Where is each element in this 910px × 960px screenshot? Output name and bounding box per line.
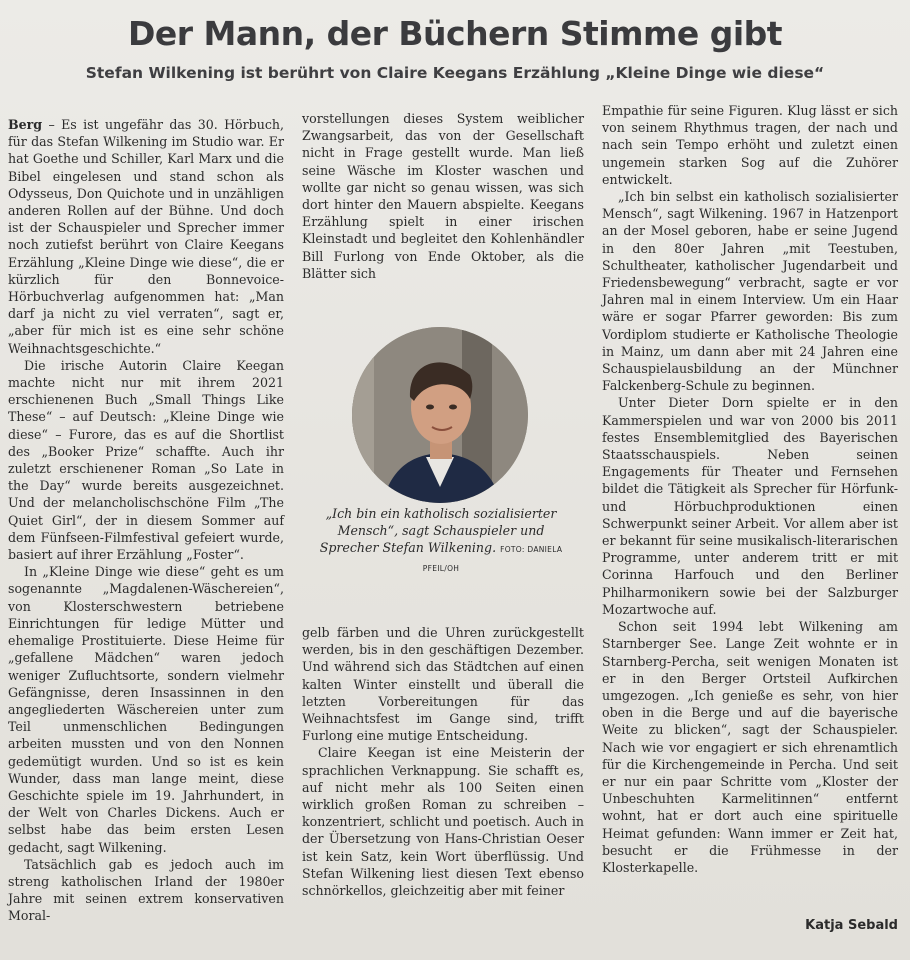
portrait-photo	[352, 327, 528, 503]
article-paragraph	[8, 116, 284, 357]
article-paragraph: Unter Dieter Dorn spielte er in den Kammerspielen und war von 2000 bis 2011 festes Ensemblemitglied des Bayerischen Staatsschauspiels. Neben seinen Engagements für Theater und Fernsehen bildet die Tätigkeit als Sprecher für Hörfunk- und Hörbuchproduktionen einen Schwerpunkt seiner Arbeit. Vor allem aber ist er bekannt für seine musikalisch-literarischen Programme, unter anderem tritt er mit Corinna Harfouch und den Berliner Philharmonikern sowie bei der Salzburger Mozartwoche auf.	[602, 395, 898, 617]
article-paragraph: In „Kleine Dinge wie diese“ geht es um sogenannte „Magdalenen-Wäschereien“, von Klosterschwestern betriebene Einrichtungen für ledige Mütter und ehemalige Prostituierte. Diese Heime für „gefallene Mädchen“ waren jedoch weniger Zufluchtsorte, sondern vielmehr Gefängnisse, deren Insassinnen in den angegliederten Wäschereien unter zum Teil unmenschlichen Bedingungen arbeiten mussten und von den Nonnen gedemütigt wurden. Und so ist es kein Wunder, dass man lange meint, diese Geschichte spiele im 19. Jahrhundert, in der Welt von Charles Dickens. Auch er selbst habe das beim ersten Lesen gedacht, sagt Wilkening.	[8, 564, 284, 855]
headline: Der Mann, der Büchern Stimme gibt	[127, 14, 783, 53]
article-paragraph: Claire Keegan ist eine Meisterin der sprachlichen Verknappung. Sie schafft es, auf nicht mehr als 100 Seiten einen wirklich großen Roman zu schreiben – konzentriert, schlicht und poetisch. Auch in der Übersetzung von Hans-Christian Oeser ist kein Satz, kein Wort überflüssig. Und Stefan Wilkening liest diesen Text ebenso schnörkellos, gleichzeitig aber mit feiner	[302, 745, 584, 899]
dateline: Berg	[8, 117, 43, 132]
author-byline: Katja Sebald	[805, 918, 898, 933]
article-paragraph: Die irische Autorin Claire Keegan machte nicht nur mit ihrem 2021 erschienenen Buch „Small Things Like These“ – auf Deutsch: „Kleine Dinge wie diese“ – Furore, das es auf die Shortlist des „Booker Prize“ schaffte. Auch ihr zuletzt erschienener Roman „So Late in the Day“ wurde bereits ausgezeichnet. Und der melancholischschöne Film „The Quiet Girl“, der in diesem Sommer auf dem Fünfseen-Filmfestival gefeiert wurde, basiert auf ihrer Erzählung „Foster“.	[8, 357, 284, 563]
article-column-2-top	[302, 110, 584, 282]
photo-credit: FOTO: DANIELA PFEIL/OH	[422, 545, 563, 573]
caption-text: „Ich bin ein katholisch sozialisierter Mensch“, sagt Schauspieler und Sprecher Stefan Wilkening.	[319, 506, 557, 555]
article-paragraph: Tatsächlich gab es jedoch auch im streng katholischen Irland der 1980er Jahre mit seinen extrem konservativen Moral-	[8, 856, 284, 924]
article-paragraph: Empathie für seine Figuren. Klug lässt er sich von seinem Rhythmus tragen, der nach und nach sein Tempo erhöht und zuletzt einen ungemein starken Sog auf die Zuhörer entwickelt.	[602, 103, 898, 187]
article-paragraph: vorstellungen dieses System weiblicher Zwangsarbeit, das von der Gesellschaft nicht in Frage gestellt wurde. Man ließ seine Wäsche im Kloster waschen und wollte gar nicht so genau wissen, was sich dort hinter den Mauern abspielte. Keegans Erzählung spielt in einer irischen Kleinstadt und begleitet den Kohlenhändler Bill Furlong von Ende Oktober, als die Blätter sich	[302, 111, 584, 281]
portrait-illustration	[352, 327, 528, 503]
paragraph-text: – Es ist ungefähr das 30. Hörbuch, für das Stefan Wilkening im Studio war. Er hat Goethe und Schiller, Karl Marx und die Bibel eingelesen und stand schon als Odysseus, Don Quichote und in unzähligen anderen Rollen auf der Bühne. Und doch ist der Schauspieler und Sprecher immer noch zutiefst berührt von Claire Keegans Erzählung „Kleine Dinge wie diese“, die er kürzlich für den Bonnevoice-Hörbuchverlag aufgenommen hat: „Man darf ja nicht zu viel verraten“, sagt er, „aber für mich ist es eine sehr schöne Weihnachtsgeschichte.“	[8, 117, 284, 356]
article-column-1	[8, 116, 284, 925]
article-column-3	[602, 102, 898, 876]
article-column-2-bottom	[302, 624, 584, 899]
photo-caption	[310, 505, 572, 577]
article-paragraph: Schon seit 1994 lebt Wilkening am Starnberger See. Lange Zeit wohnte er in Starnberg-Percha, seit wenigen Monaten ist er in den Berger Ortsteil Aufkirchen umgezogen. „Ich genieße es sehr, von hier oben in die Berge und auf die bayerische Weite zu blicken“, sagt der Schauspieler. Nach wie vor engagiert er sich ehrenamtlich für die Kirchengemeinde in Percha. Und seit er nur ein paar Schritte vom „Kloster der Unbeschuhten Karmelitinnen“ entfernt wohnt, hat er dort auch eine spirituelle Heimat gefunden: Wann immer er Zeit hat, besucht er die Frühmesse in der Klosterkapelle.	[602, 619, 898, 875]
subheadline: Stefan Wilkening ist berührt von Claire Keegans Erzählung „Kleine Dinge wie diese“	[85, 64, 825, 82]
article-paragraph: gelb färben und die Uhren zurückgestellt werden, bis in den geschäftigen Dezember. Und während sich das Städtchen auf einen kalten Winter einstellt und überall die letzten Vorbereitungen für das Weihnachtsfest im Gange sind, trifft Furlong eine mutige Entscheidung.	[302, 625, 584, 744]
article-paragraph: „Ich bin selbst ein katholisch sozialisierter Mensch“, sagt Wilkening. 1967 in Hatzenport an der Mosel geboren, habe er seine Jugend in den 80er Jahren „mit Teestuben, Schultheater, katholischer Jugendarbeit und Friedensbewegung“ verbracht, sagte er vor Jahren mal in einem Interview. Um ein Haar wäre er sogar Pfarrer geworden: Bis zum Vordiplom studierte er Katholische Theologie in Mainz, um dann aber mit 24 Jahren eine Schauspielausbildung an der Münchner Falckenberg-Schule zu beginnen.	[602, 189, 898, 394]
